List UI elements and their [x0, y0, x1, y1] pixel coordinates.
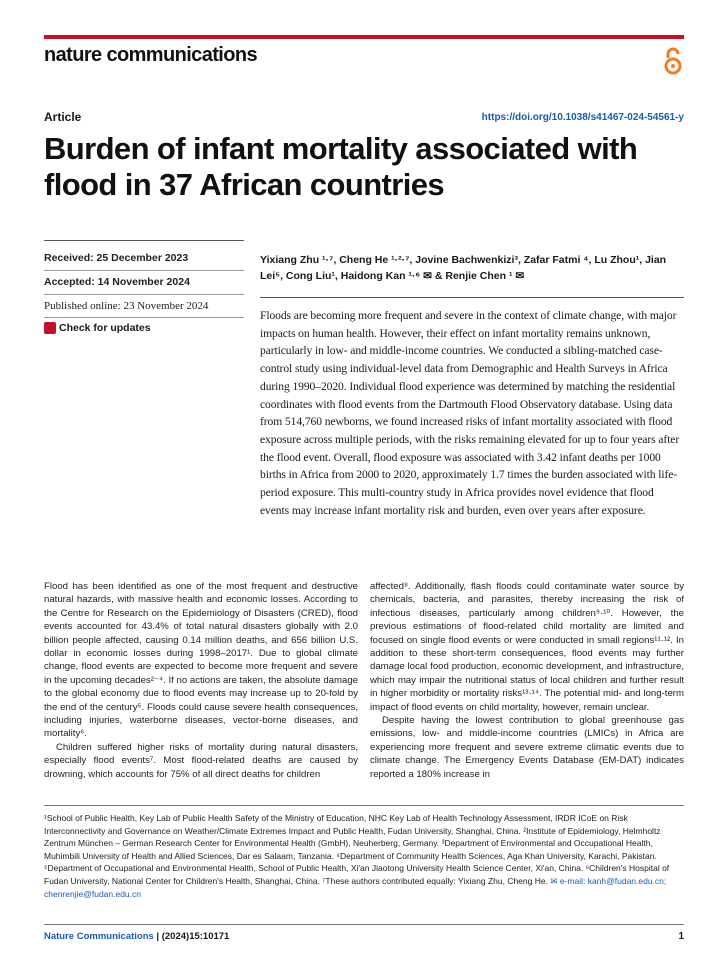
journal-name[interactable]: nature communications: [44, 44, 257, 66]
affiliations-text: ¹School of Public Health, Key Lab of Public Health Safety of the Ministry of Education, NHC Key Lab of Health Technology Assessment, IRDR ICoE on Risk Interconnectivity and Governance on Weather/Climate Extremes Impact and Public Health, Fudan University, Shanghai, China. ²Institute of Epidemiology, Helmholtz Zentrum München – German Research Center for Environmental Health (GmbH), Neuherberg, Germany. ³Department of Environmental and Occupational Health, Muhimbili University of Health and Allied Sciences, Dar es Salaam, Tanzania. ⁴Department of Community Health Sciences, Aga Khan University, Karachi, Pakistan. ⁵Department of Occupational and Environmental Health, School of Public Health, Xi'an Jiaotong University Health Science Center, Xi'an, China. ⁶Children's Hospital of Fudan University, National Center for Children's Health, Shanghai, China. ⁷These authors contributed equally: Yixiang Zhu, Cheng He.: [44, 813, 670, 886]
check-updates-button[interactable]: [44, 322, 151, 334]
meta-rule: [44, 240, 244, 241]
author-list: Yixiang Zhu ¹·⁷, Cheng He ¹·²·⁷, Jovine Bachwenkizi³, Zafar Fatmi ⁴, Lu Zhou¹, Jian Lei⁵, Cong Liu¹, Haidong Kan ¹·⁶ ✉ & Renjie Chen ¹ ✉: [260, 254, 667, 282]
footer-rule: [44, 924, 684, 925]
received-date: Received: 25 December 2023: [44, 252, 189, 264]
body-paragraph: Despite having the lowest contribution to global greenhouse gas emissions, low- and middle-income countries (LMICs) in Africa are experiencing more frequent and severe extreme climatic events due to climate change. The Emergency Events Database (EM-DAT) indicates reported a 180% increase in: [370, 715, 684, 780]
footnote-rule: [44, 805, 684, 806]
body-column-right: [370, 580, 684, 781]
check-updates-label: Check for updates: [59, 322, 151, 334]
abstract-rule: [260, 297, 684, 298]
correspondence-emails[interactable]: ✉ e-mail: kanh@fudan.edu.cn; chenrenjie@fudan.edu.cn: [44, 875, 667, 899]
footer-journal[interactable]: Nature Communications: [44, 931, 154, 942]
accepted-date: Accepted: 14 November 2024: [44, 276, 190, 288]
abstract: Floods are becoming more frequent and severe in the context of climate change, with major impacts on human health. However, their effect on infant mortality remains unknown, particularly in low- and middle-income countries. We conducted a sibling-matched case-control study using individual-level data from Demographic and Health Surveys in Africa during 1990–2020. Individual flood experience was determined by matching the residential coordinates with flood events from the Dartmouth Flood Observatory database. Using data from 514,760 newborns, we found increased risks of infant mortality associated with flood exposure across multiple periods, with the risks remaining elevated for up to four years after the flood event. Overall, flood exposure was associated with 3.42 infant deaths per 1000 births in Africa from 2000 to 2020, approximately 1.7 times the burden associated with life-period exposure. This multi-country study in Africa provides novel evidence that flood events may increase infant mortality risk and burden, even over years after exposure.: [260, 309, 680, 517]
body-column-left: [44, 580, 358, 781]
meta-divider: [44, 294, 244, 295]
open-access-icon: [662, 46, 684, 76]
footer-citation: [44, 931, 229, 942]
meta-divider: [44, 317, 244, 318]
body-paragraph: Flood has been identified as one of the most frequent and destructive natural hazards, with massive health and economic losses. According to the Centre for Research on the Epidemiology of Disasters (CRED), flood events accounted for 43.4% of total natural disasters globally with 2.0 billion people affected, causing 0.14 million deaths, and 656 billion U.S. dollar in economic losses during 1998–2017¹. Due to global climate change, flood events are expected to become more frequent and severe in the upcoming decades²⁻⁴. If no actions are taken, the absolute damage to the global economy due to flood events may increase up to 20-fold by the end of the century⁵. Floods could cause severe health consequences, including injuries, waterborne diseases, vector-borne diseases, and mortality⁶.: [44, 581, 358, 740]
meta-divider: [44, 270, 244, 271]
article-title: Burden of infant mortality associated with flood in 37 African countries: [44, 131, 638, 202]
affiliations-footnote: [44, 812, 684, 900]
article-type: Article: [44, 110, 82, 124]
published-date: Published online: 23 November 2024: [44, 300, 209, 312]
doi-link[interactable]: https://doi.org/10.1038/s41467-024-54561-y: [481, 112, 684, 123]
body-paragraph: affected⁸. Additionally, flash floods could contaminate water source by chemicals, bacteria, and parasites, thereby increasing the risk of infectious diseases, particularly among children⁹·¹⁰. However, the previous estimations of flood-related child mortality are limited and focused on single flood events or were conducted in small regions¹¹·¹². In addition to these short-term consequences, flood events may further damage local food production, economic development, and infrastructure, which may impair the nutritional status of local children and further result in higher morbidity or mortality risks¹³·¹⁴. The potential mid- and long-term impact of flood events on child mortality, however, remain unclear.: [370, 581, 684, 713]
page-number: 1: [678, 931, 684, 942]
check-updates-icon: [44, 322, 56, 334]
footer-volume: | (2024)15:10171: [153, 931, 230, 942]
body-paragraph: Children suffered higher risks of mortality during natural disasters, especially flood events⁷. Most flood-related deaths are caused by drowning, which accounts for 75% of all direct deaths for children: [44, 741, 358, 780]
header-rule: [44, 35, 684, 39]
